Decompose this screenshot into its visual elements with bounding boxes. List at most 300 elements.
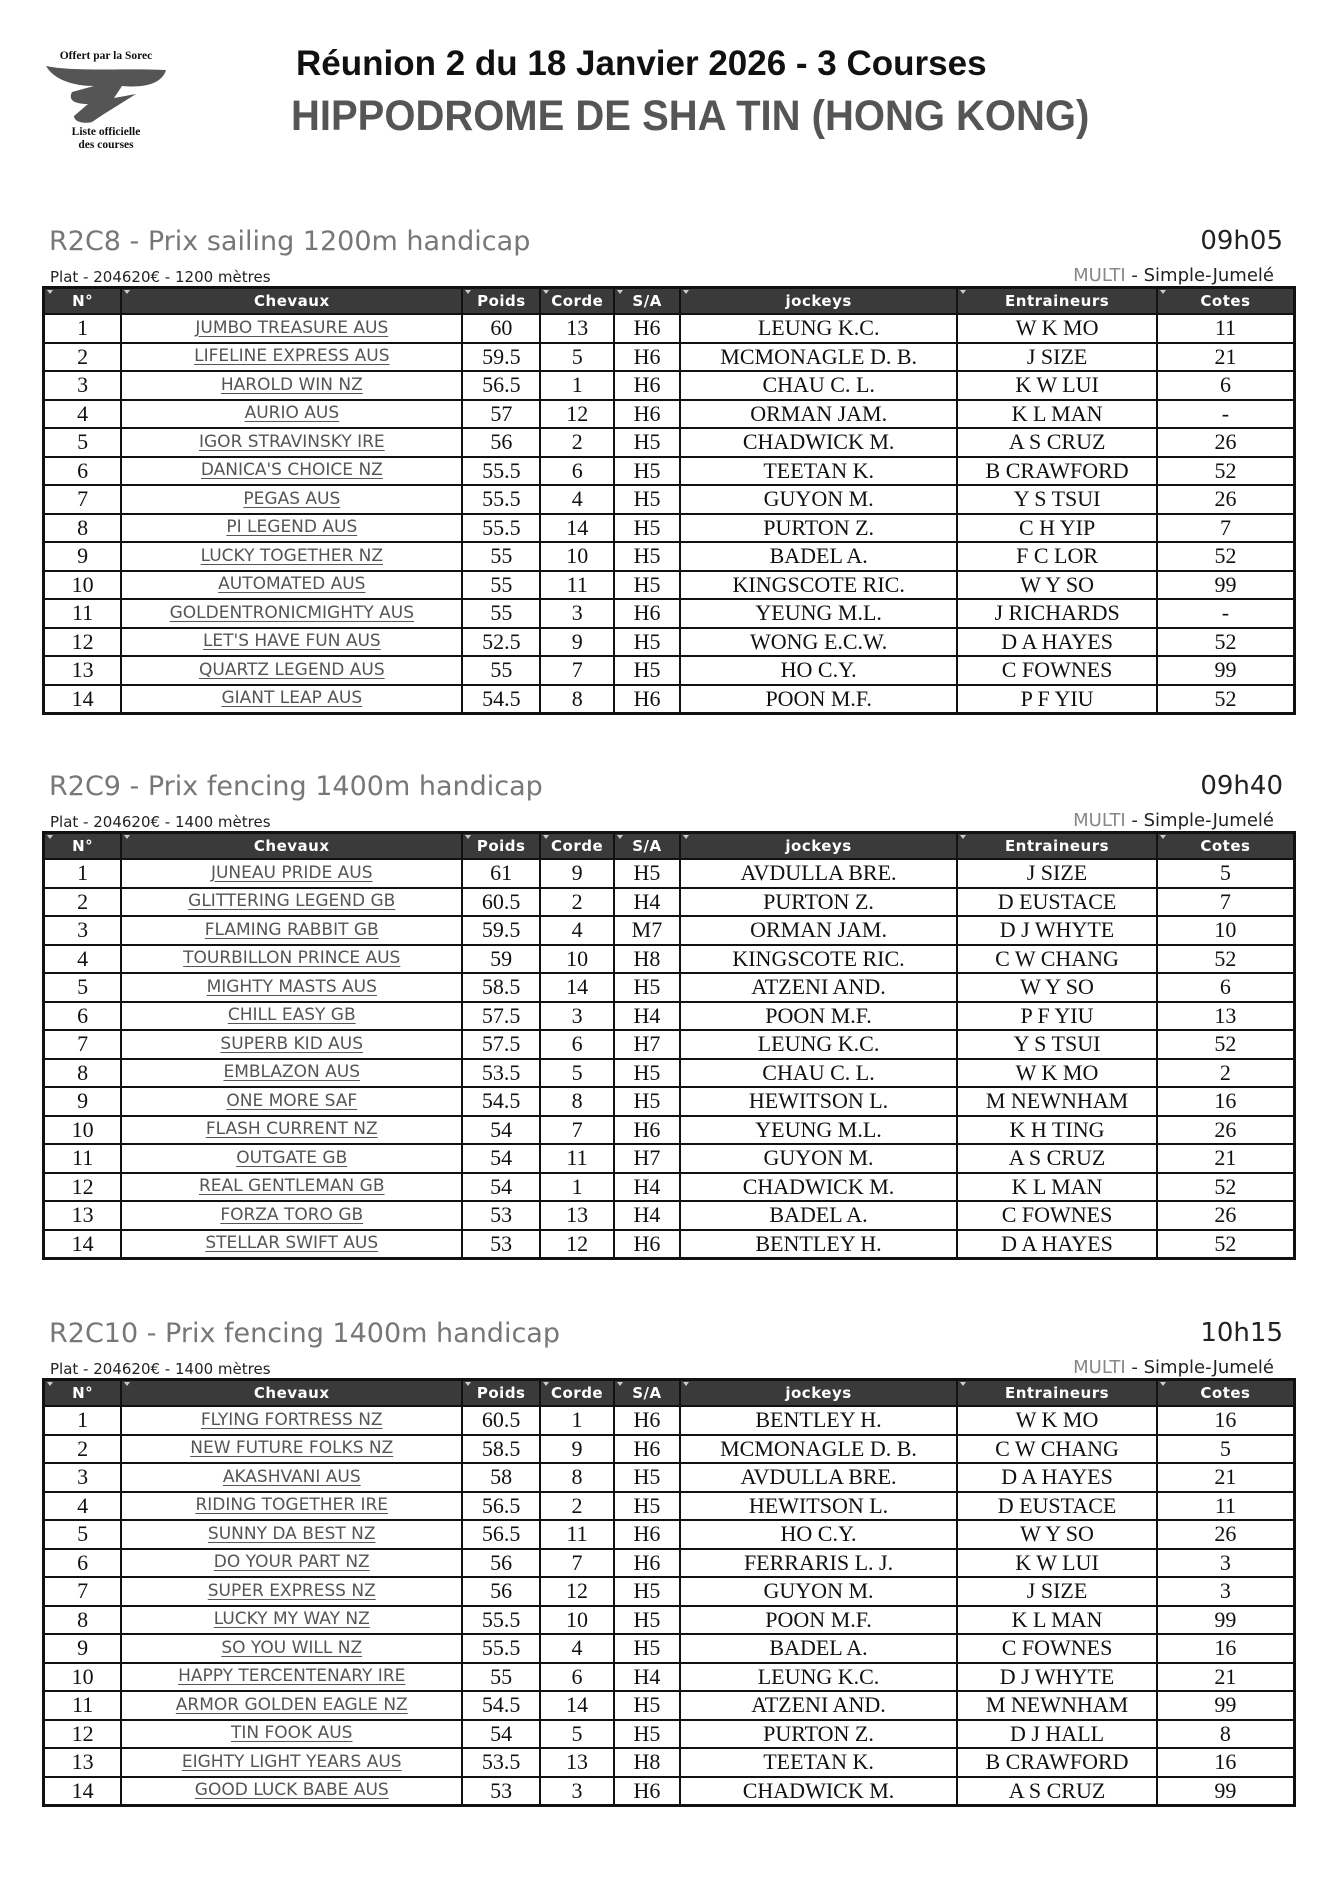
cell-weight: 57 [462,400,540,429]
cell-horse[interactable]: NEW FUTURE FOLKS NZ [121,1435,462,1464]
cell-horse[interactable]: LUCKY MY WAY NZ [121,1606,462,1635]
cell-sex-age: H6 [614,1116,680,1145]
column-header-sex-age[interactable]: S/A [614,288,680,315]
cell-odds: 2 [1157,1059,1295,1088]
cell-draw: 11 [540,571,614,600]
cell-jockey: BENTLEY H. [680,1406,957,1435]
column-header-horse[interactable]: Chevaux [121,288,462,315]
race-title: R2C10 - Prix fencing 1400m handicap [49,1318,560,1349]
column-header-jockey[interactable]: jockeys [680,833,957,860]
table-row [44,1002,1295,1031]
cell-weight: 55.5 [462,1606,540,1635]
cell-number: 7 [44,1030,122,1059]
race-time: 10h15 [1200,1318,1283,1348]
race-title: R2C9 - Prix fencing 1400m handicap [49,771,543,802]
cell-number: 9 [44,542,122,571]
cell-number: 11 [44,1144,122,1173]
cell-number: 13 [44,656,122,685]
cell-number: 1 [44,314,122,343]
cell-draw: 6 [540,1030,614,1059]
cell-horse[interactable]: GOOD LUCK BABE AUS [121,1777,462,1806]
cell-trainer: J SIZE [957,859,1157,888]
cell-trainer: J SIZE [957,1577,1157,1606]
cell-horse[interactable]: JUMBO TREASURE AUS [121,314,462,343]
race-bet-types [1073,810,1274,831]
cell-draw: 5 [540,1059,614,1088]
race-title: R2C8 - Prix sailing 1200m handicap [49,226,531,257]
cell-trainer: D EUSTACE [957,1492,1157,1521]
cell-draw: 3 [540,1002,614,1031]
cell-sex-age: H5 [614,628,680,657]
cell-sex-age: H5 [614,1577,680,1606]
cell-weight: 59.5 [462,916,540,945]
cell-odds: 26 [1157,1116,1295,1145]
cell-draw: 1 [540,371,614,400]
cell-odds: 7 [1157,888,1295,917]
table-row [44,343,1295,372]
cell-horse[interactable]: AURIO AUS [121,400,462,429]
cell-horse[interactable]: SUPERB KID AUS [121,1030,462,1059]
cell-trainer: P F YIU [957,1002,1157,1031]
cell-horse[interactable]: DO YOUR PART NZ [121,1549,462,1578]
column-header-horse[interactable]: Chevaux [121,1380,462,1407]
cell-jockey: TEETAN K. [680,457,957,486]
cell-odds: 52 [1157,945,1295,974]
column-header-weight[interactable]: Poids [462,288,540,315]
column-header-trainer[interactable]: Entraineurs [957,833,1157,860]
column-header-sex-age[interactable]: S/A [614,833,680,860]
cell-horse[interactable]: FLASH CURRENT NZ [121,1116,462,1145]
bet-multi-label: MULTI [1073,265,1126,286]
cell-horse[interactable]: STELLAR SWIFT AUS [121,1230,462,1259]
cell-draw: 11 [540,1520,614,1549]
cell-weight: 53.5 [462,1748,540,1777]
cell-number: 11 [44,1691,122,1720]
table-row [44,542,1295,571]
runners-table [42,1378,1296,1807]
cell-sex-age: H5 [614,1691,680,1720]
table-row [44,1087,1295,1116]
cell-weight: 56.5 [462,371,540,400]
cell-draw: 2 [540,1492,614,1521]
table-row [44,1173,1295,1202]
column-header-number[interactable]: N° [44,288,122,315]
logo-bottom-text-1: Liste officielle [71,126,141,138]
cell-odds: 5 [1157,859,1295,888]
cell-number: 6 [44,457,122,486]
cell-weight: 55 [462,1663,540,1692]
cell-number: 9 [44,1634,122,1663]
cell-horse[interactable]: SO YOU WILL NZ [121,1634,462,1663]
cell-sex-age: H6 [614,1406,680,1435]
cell-weight: 57.5 [462,1030,540,1059]
cell-draw: 1 [540,1406,614,1435]
cell-number: 13 [44,1748,122,1777]
cell-sex-age: H6 [614,314,680,343]
runners-table [42,831,1296,1260]
cell-weight: 55 [462,599,540,628]
column-header-draw[interactable]: Corde [540,833,614,860]
cell-draw: 3 [540,599,614,628]
cell-jockey: ATZENI AND. [680,973,957,1002]
cell-number: 11 [44,599,122,628]
cell-trainer: K L MAN [957,400,1157,429]
cell-draw: 9 [540,859,614,888]
cell-sex-age: H6 [614,1777,680,1806]
cell-trainer: W Y SO [957,973,1157,1002]
cell-horse[interactable]: HAPPY TERCENTENARY IRE [121,1663,462,1692]
cell-sex-age: H6 [614,400,680,429]
cell-jockey: PURTON Z. [680,1720,957,1749]
table-row [44,1520,1295,1549]
horse-head-icon [44,64,168,126]
cell-weight: 54 [462,1720,540,1749]
logo-top-text: Offert par la Sorec [59,50,153,62]
cell-odds: 99 [1157,1777,1295,1806]
cell-horse[interactable]: FLAMING RABBIT GB [121,916,462,945]
cell-draw: 10 [540,1606,614,1635]
table-row [44,1691,1295,1720]
cell-jockey: GUYON M. [680,1577,957,1606]
cell-sex-age: H6 [614,1230,680,1259]
table-row [44,1406,1295,1435]
cell-odds: 6 [1157,973,1295,1002]
cell-odds: 26 [1157,428,1295,457]
page-title: Réunion 2 du 18 Janvier 2026 - 3 Courses [296,44,987,83]
cell-draw: 8 [540,1463,614,1492]
cell-trainer: D J WHYTE [957,916,1157,945]
cell-jockey: CHADWICK M. [680,428,957,457]
cell-sex-age: H6 [614,343,680,372]
cell-jockey: BADEL A. [680,542,957,571]
cell-sex-age: H6 [614,1435,680,1464]
column-header-draw[interactable]: Corde [540,1380,614,1407]
cell-number: 12 [44,1720,122,1749]
cell-horse[interactable]: ARMOR GOLDEN EAGLE NZ [121,1691,462,1720]
cell-number: 8 [44,1059,122,1088]
cell-horse[interactable]: REAL GENTLEMAN GB [121,1173,462,1202]
column-header-sex-age[interactable]: S/A [614,1380,680,1407]
race-bet-types [1073,1357,1274,1378]
cell-horse[interactable]: LUCKY TOGETHER NZ [121,542,462,571]
column-header-trainer[interactable]: Entraineurs [957,288,1157,315]
cell-horse[interactable]: EIGHTY LIGHT YEARS AUS [121,1748,462,1777]
cell-trainer: K W LUI [957,371,1157,400]
cell-draw: 8 [540,685,614,714]
column-header-number[interactable]: N° [44,833,122,860]
cell-number: 8 [44,1606,122,1635]
bet-multi-label: MULTI [1073,1357,1126,1378]
cell-weight: 54.5 [462,685,540,714]
cell-number: 5 [44,1520,122,1549]
cell-draw: 4 [540,1634,614,1663]
cell-horse[interactable]: AKASHVANI AUS [121,1463,462,1492]
table-row [44,1606,1295,1635]
cell-trainer: M NEWNHAM [957,1087,1157,1116]
cell-horse[interactable]: JUNEAU PRIDE AUS [121,859,462,888]
cell-number: 4 [44,400,122,429]
cell-odds: 21 [1157,1663,1295,1692]
cell-weight: 60 [462,314,540,343]
cell-trainer: K L MAN [957,1173,1157,1202]
cell-number: 10 [44,1663,122,1692]
cell-horse[interactable]: OUTGATE GB [121,1144,462,1173]
cell-odds: - [1157,400,1295,429]
cell-horse[interactable]: SUNNY DA BEST NZ [121,1520,462,1549]
cell-horse[interactable]: TOURBILLON PRINCE AUS [121,945,462,974]
cell-number: 3 [44,1463,122,1492]
cell-odds: 99 [1157,1606,1295,1635]
cell-weight: 60.5 [462,888,540,917]
cell-jockey: POON M.F. [680,1002,957,1031]
table-row [44,1030,1295,1059]
cell-weight: 54.5 [462,1691,540,1720]
column-header-number[interactable]: N° [44,1380,122,1407]
cell-weight: 53 [462,1777,540,1806]
table-row [44,916,1295,945]
table-row [44,859,1295,888]
cell-odds: 52 [1157,542,1295,571]
column-header-jockey[interactable]: jockeys [680,288,957,315]
cell-trainer: B CRAWFORD [957,457,1157,486]
cell-jockey: CHAU C. L. [680,371,957,400]
cell-jockey: FERRARIS L. J. [680,1549,957,1578]
cell-number: 3 [44,916,122,945]
cell-draw: 1 [540,1173,614,1202]
column-header-trainer[interactable]: Entraineurs [957,1380,1157,1407]
cell-weight: 56 [462,428,540,457]
table-row [44,685,1295,714]
cell-jockey: WONG E.C.W. [680,628,957,657]
column-header-weight[interactable]: Poids [462,1380,540,1407]
cell-jockey: GUYON M. [680,1144,957,1173]
cell-horse[interactable]: ONE MORE SAF [121,1087,462,1116]
table-row [44,514,1295,543]
cell-sex-age: H6 [614,371,680,400]
cell-weight: 52.5 [462,628,540,657]
cell-number: 1 [44,1406,122,1435]
cell-odds: 13 [1157,1002,1295,1031]
table-row [44,599,1295,628]
cell-draw: 12 [540,400,614,429]
cell-horse[interactable]: GOLDENTRONICMIGHTY AUS [121,599,462,628]
cell-draw: 13 [540,314,614,343]
cell-draw: 4 [540,916,614,945]
cell-horse[interactable]: PI LEGEND AUS [121,514,462,543]
bet-types-label: - Simple-Jumelé [1125,1357,1274,1378]
cell-odds: 99 [1157,571,1295,600]
cell-sex-age: H4 [614,888,680,917]
cell-sex-age: H8 [614,945,680,974]
cell-horse[interactable]: GIANT LEAP AUS [121,685,462,714]
cell-odds: 6 [1157,371,1295,400]
cell-odds: 52 [1157,1230,1295,1259]
table-row [44,1720,1295,1749]
cell-number: 10 [44,571,122,600]
cell-draw: 2 [540,888,614,917]
cell-number: 3 [44,371,122,400]
cell-weight: 58.5 [462,1435,540,1464]
cell-horse[interactable]: MIGHTY MASTS AUS [121,973,462,1002]
cell-weight: 55 [462,571,540,600]
cell-number: 7 [44,485,122,514]
cell-horse[interactable]: HAROLD WIN NZ [121,371,462,400]
cell-horse[interactable]: FORZA TORO GB [121,1201,462,1230]
cell-trainer: D J WHYTE [957,1663,1157,1692]
cell-jockey: HEWITSON L. [680,1492,957,1521]
cell-draw: 7 [540,656,614,685]
cell-draw: 7 [540,1116,614,1145]
cell-weight: 56 [462,1577,540,1606]
cell-jockey: ORMAN JAM. [680,916,957,945]
table-row [44,973,1295,1002]
cell-horse[interactable]: GLITTERING LEGEND GB [121,888,462,917]
cell-odds: 3 [1157,1549,1295,1578]
table-row [44,1201,1295,1230]
table-row [44,1144,1295,1173]
cell-sex-age: H5 [614,514,680,543]
cell-draw: 9 [540,628,614,657]
cell-trainer: J RICHARDS [957,599,1157,628]
cell-weight: 55.5 [462,457,540,486]
cell-number: 14 [44,685,122,714]
cell-weight: 59 [462,945,540,974]
cell-draw: 10 [540,542,614,571]
cell-weight: 55.5 [462,1634,540,1663]
cell-odds: 11 [1157,1492,1295,1521]
column-header-draw[interactable]: Corde [540,288,614,315]
table-row [44,1059,1295,1088]
cell-draw: 4 [540,485,614,514]
cell-horse[interactable]: EMBLAZON AUS [121,1059,462,1088]
cell-draw: 3 [540,1777,614,1806]
cell-draw: 9 [540,1435,614,1464]
cell-horse[interactable]: LIFELINE EXPRESS AUS [121,343,462,372]
cell-number: 10 [44,1116,122,1145]
cell-horse[interactable]: CHILL EASY GB [121,1002,462,1031]
race-conditions: Plat - 204620€ - 1200 mètres [50,268,271,286]
cell-jockey: BADEL A. [680,1634,957,1663]
column-header-jockey[interactable]: jockeys [680,1380,957,1407]
cell-number: 2 [44,1435,122,1464]
cell-odds: 52 [1157,1030,1295,1059]
cell-sex-age: H4 [614,1663,680,1692]
cell-jockey: BENTLEY H. [680,1230,957,1259]
cell-horse[interactable]: TIN FOOK AUS [121,1720,462,1749]
cell-weight: 58 [462,1463,540,1492]
table-row [44,428,1295,457]
cell-trainer: D A HAYES [957,1230,1157,1259]
table-row [44,485,1295,514]
cell-jockey: HEWITSON L. [680,1087,957,1116]
cell-horse[interactable]: PEGAS AUS [121,485,462,514]
cell-odds: 5 [1157,1435,1295,1464]
cell-odds: 3 [1157,1577,1295,1606]
cell-weight: 56.5 [462,1492,540,1521]
cell-odds: 8 [1157,1720,1295,1749]
cell-horse[interactable]: LET'S HAVE FUN AUS [121,628,462,657]
cell-sex-age: H6 [614,1520,680,1549]
column-header-weight[interactable]: Poids [462,833,540,860]
cell-weight: 53 [462,1230,540,1259]
table-row [44,1463,1295,1492]
cell-draw: 5 [540,1720,614,1749]
table-row [44,1116,1295,1145]
cell-draw: 5 [540,343,614,372]
cell-trainer: P F YIU [957,685,1157,714]
column-header-odds[interactable]: Cotes [1157,833,1295,860]
cell-jockey: LEUNG K.C. [680,1030,957,1059]
cell-sex-age: H5 [614,973,680,1002]
cell-sex-age: H7 [614,1144,680,1173]
cell-trainer: A S CRUZ [957,1144,1157,1173]
cell-jockey: PURTON Z. [680,514,957,543]
cell-sex-age: H5 [614,485,680,514]
cell-odds: 26 [1157,1201,1295,1230]
cell-sex-age: H5 [614,1087,680,1116]
cell-horse[interactable]: QUARTZ LEGEND AUS [121,656,462,685]
cell-weight: 54.5 [462,1087,540,1116]
cell-draw: 12 [540,1230,614,1259]
column-header-horse[interactable]: Chevaux [121,833,462,860]
cell-jockey: HO C.Y. [680,656,957,685]
cell-trainer: W Y SO [957,571,1157,600]
cell-sex-age: H5 [614,1634,680,1663]
cell-horse[interactable]: AUTOMATED AUS [121,571,462,600]
table-row [44,888,1295,917]
cell-sex-age: H8 [614,1748,680,1777]
cell-trainer: B CRAWFORD [957,1748,1157,1777]
cell-trainer: K L MAN [957,1606,1157,1635]
cell-sex-age: H6 [614,1549,680,1578]
cell-trainer: D A HAYES [957,628,1157,657]
cell-weight: 61 [462,859,540,888]
table-row [44,1435,1295,1464]
cell-weight: 58.5 [462,973,540,1002]
cell-trainer: Y S TSUI [957,1030,1157,1059]
cell-odds: 21 [1157,343,1295,372]
cell-odds: 10 [1157,916,1295,945]
cell-horse[interactable]: RIDING TOGETHER IRE [121,1492,462,1521]
cell-draw: 8 [540,1087,614,1116]
cell-horse[interactable]: FLYING FORTRESS NZ [121,1406,462,1435]
cell-sex-age: H5 [614,428,680,457]
cell-horse[interactable]: SUPER EXPRESS NZ [121,1577,462,1606]
runners-table [42,286,1296,715]
cell-horse[interactable]: DANICA'S CHOICE NZ [121,457,462,486]
cell-jockey: AVDULLA BRE. [680,859,957,888]
race-conditions: Plat - 204620€ - 1400 mètres [50,813,271,831]
table-row [44,1492,1295,1521]
cell-weight: 59.5 [462,343,540,372]
cell-number: 4 [44,945,122,974]
cell-odds: - [1157,599,1295,628]
column-header-odds[interactable]: Cotes [1157,1380,1295,1407]
cell-jockey: POON M.F. [680,685,957,714]
cell-draw: 13 [540,1748,614,1777]
cell-horse[interactable]: IGOR STRAVINSKY IRE [121,428,462,457]
cell-sex-age: H5 [614,1059,680,1088]
cell-sex-age: H5 [614,571,680,600]
table-row [44,571,1295,600]
table-row [44,1663,1295,1692]
table-row [44,1230,1295,1259]
cell-jockey: MCMONAGLE D. B. [680,1435,957,1464]
table-row [44,945,1295,974]
cell-sex-age: H5 [614,1606,680,1635]
cell-weight: 54 [462,1144,540,1173]
column-header-odds[interactable]: Cotes [1157,288,1295,315]
